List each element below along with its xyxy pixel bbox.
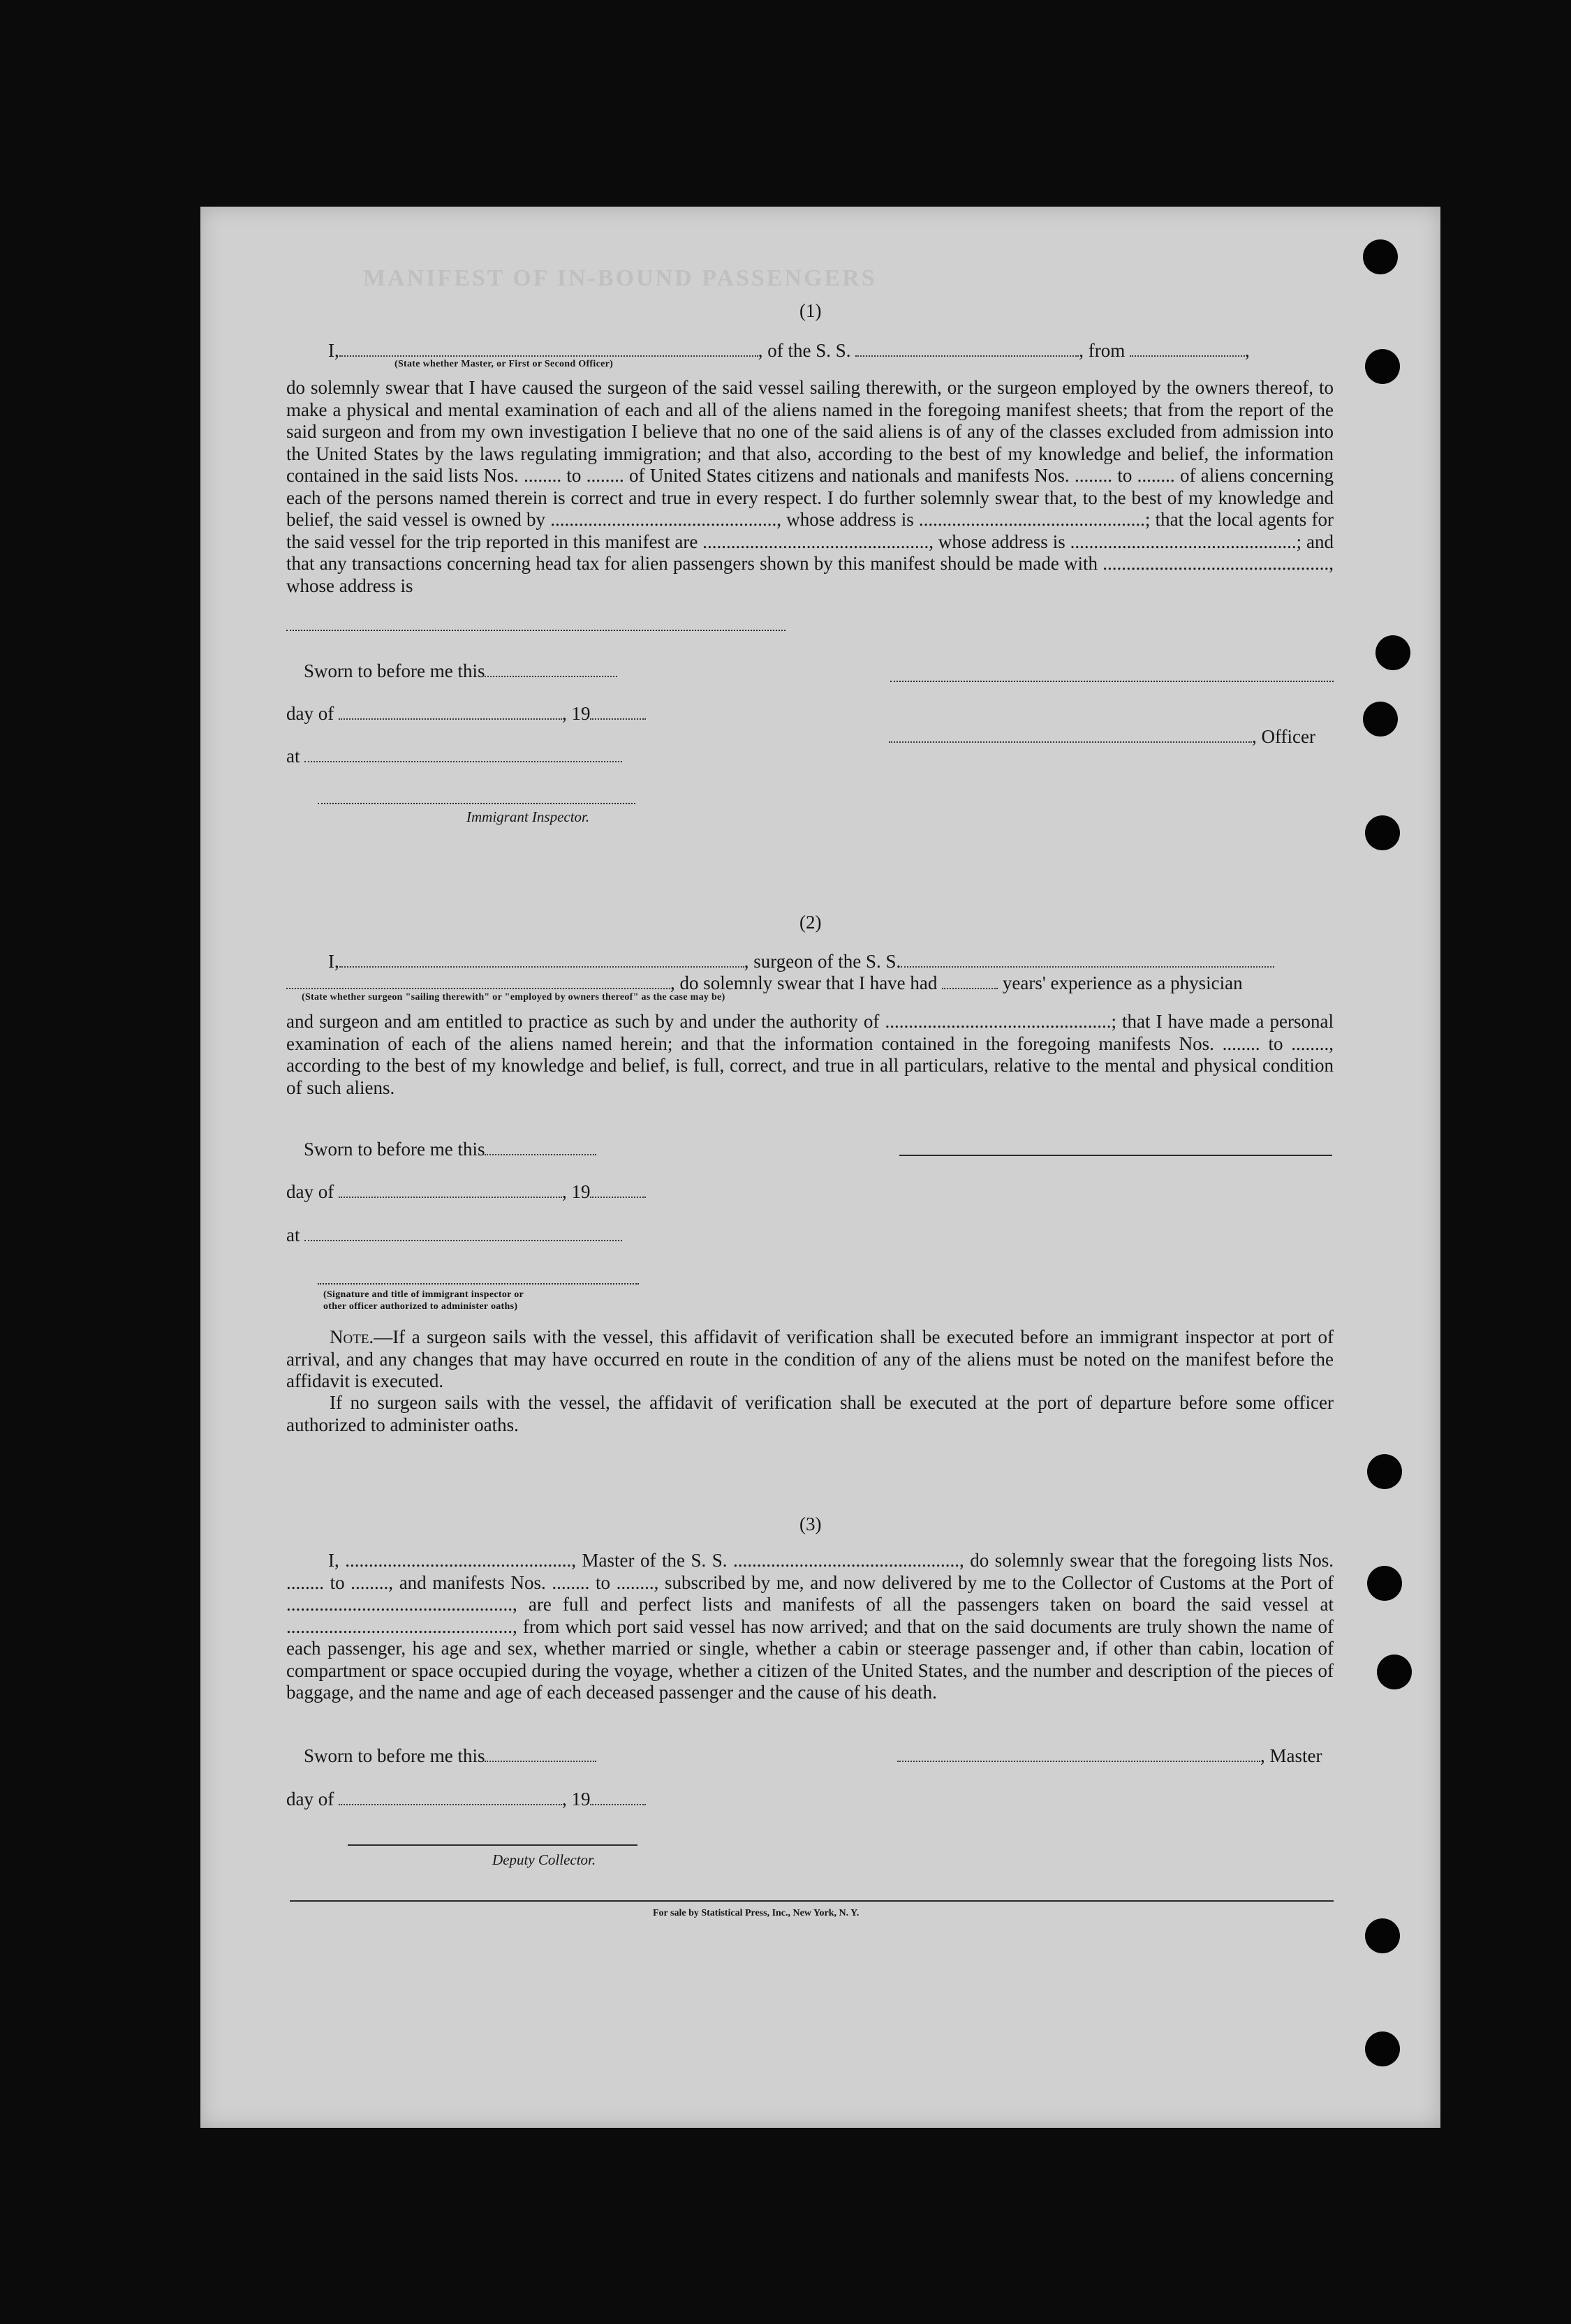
s3-master: , Master [897,1745,1322,1767]
note-label: Note. [330,1326,374,1347]
s2-at: at [286,1224,622,1246]
s2-line2: , do solemnly swear that I have had years' experience as a physician [286,972,1243,994]
punch-hole [1367,1566,1402,1601]
s2-line1: I, , surgeon of the S. S. [328,951,1274,972]
printer-footer: For sale by Statistical Press, Inc., New York, N. Y. [653,1908,860,1918]
s2-caption: (State whether surgeon "sailing therewith" or "employed by owners thereof" as the case may be) [302,992,725,1002]
s2-paragraph: and surgeon and am entitled to practice as such by and under the authority of ................................................; that I have made a personal examination of each of the aliens named herein; and that the information contained in the foregoing manifests Nos. ........ to ........, according to the best of my knowledge and belief, is full, correct, and true in all particulars, relative to the mental and physical condition of such aliens. [286,1011,1334,1098]
punch-hole [1367,1454,1402,1489]
s3-paragraph: I, ................................................, Master of the S. S. ................................................, do solemnly swear that the foregoing lists Nos. ........ to ........, and manifests Nos. ........ to ........, subscribed by me, and now delivered by me to the Collector of Customs at the Port of ................................................, are full and perfect lists and manifests of all the passengers taken on board the said vessel at ................................................, from which port said vessel has now arrived; and that on the said documents are truly shown the name of each passenger, his age and sex, whether married or single, whether a cabin or steerage passenger and, if other than cabin, location of compartment or space occupied during the voyage, whether a citizen of the United States, and the number and description of the pieces of baggage, and the name and age of each deceased passenger and the cause of his death. [286,1550,1334,1703]
s2-signer-caption-2: other officer authorized to administer oaths) [323,1301,518,1312]
punch-hole [1365,2031,1400,2066]
punch-hole [1365,1918,1400,1953]
s1-caption: (State whether Master, or First or Second Officer) [394,359,614,369]
s2-day-of: day of , 19 [286,1181,646,1203]
s1-at: at [286,746,622,767]
note-paragraph-2: If no surgeon sails with the vessel, the affidavit of verification shall be executed at the port of departure before some officer authorized to administer oaths. [286,1392,1334,1435]
s2-sig-line [899,1155,1332,1156]
s1-day-of: day of , 19 [286,703,646,725]
s1-of-ss: , of the S. S. [758,340,851,361]
punch-hole [1363,702,1398,737]
s1-address-rule [286,630,786,631]
punch-hole [1375,635,1410,670]
section-2-number: (2) [799,912,822,933]
punch-hole [1365,349,1400,384]
footer-rule [290,1900,1334,1902]
s1-paragraph: do solemnly swear that I have caused the surgeon of the said vessel sailing therewith, or the surgeon employed by the owners thereof, to make a physical and mental examination of each and all of the aliens named in the foregoing manifest sheets; that from the report of the said surgeon and from my own investigation I believe that no one of the said aliens is of any of the classes excluded from admission into the United States by the laws regulating immigration; and that also, according to the best of my knowledge and belief, the information contained in the said lists Nos. ........ to ........ of United States citizens and nationals and manifests Nos. ........ to ........ of aliens concerning each of the persons named therein is correct and true in every respect. I do further solemnly swear that, to the best of my knowledge and belief, the said vessel is owned by ................................................, whose address is ................................................; that the local agents for the said vessel for the trip reported in this manifest are ................................................, whose address is ................................................; and that any transactions concerning head tax for alien passengers shown by this manifest should be made with ................................................, whose address is [286,377,1334,596]
punch-hole [1365,815,1400,850]
s3-day-of: day of , 19 [286,1789,646,1810]
punch-hole [1363,239,1398,274]
s3-collector-line [348,1844,637,1846]
note-paragraph-1: Note.—If a surgeon sails with the vessel, this affidavit of verification shall be executed before an immigrant inspector at port of arrival, and any changes that may have occurred en route in the condition of any of the aliens must be noted on the manifest before the affidavit is executed. [286,1326,1334,1391]
section-3-number: (3) [799,1513,822,1534]
s1-inspector-line [318,803,635,804]
s1-officer: , Officer [889,726,1315,748]
s2-inspector-line [318,1283,639,1285]
s1-sig-line-1 [890,681,1334,682]
punch-hole [1377,1655,1412,1689]
s1-i: I, [328,340,339,361]
s1-line1: I, , of the S. S. , from , [328,340,1250,361]
s1-signer: Immigrant Inspector. [466,808,590,825]
s3-signer: Deputy Collector. [492,1851,596,1868]
section-1-number: (1) [799,300,822,321]
s3-sworn: Sworn to before me this [304,1745,596,1767]
s1-from: , from [1079,340,1126,361]
s2-signer-caption-1: (Signature and title of immigrant inspector or [323,1289,524,1300]
s1-sworn: Sworn to before me this [304,660,617,682]
bleed-through-text: MANIFEST OF IN-BOUND PASSENGERS [363,265,877,291]
s2-sworn: Sworn to before me this [304,1139,596,1160]
